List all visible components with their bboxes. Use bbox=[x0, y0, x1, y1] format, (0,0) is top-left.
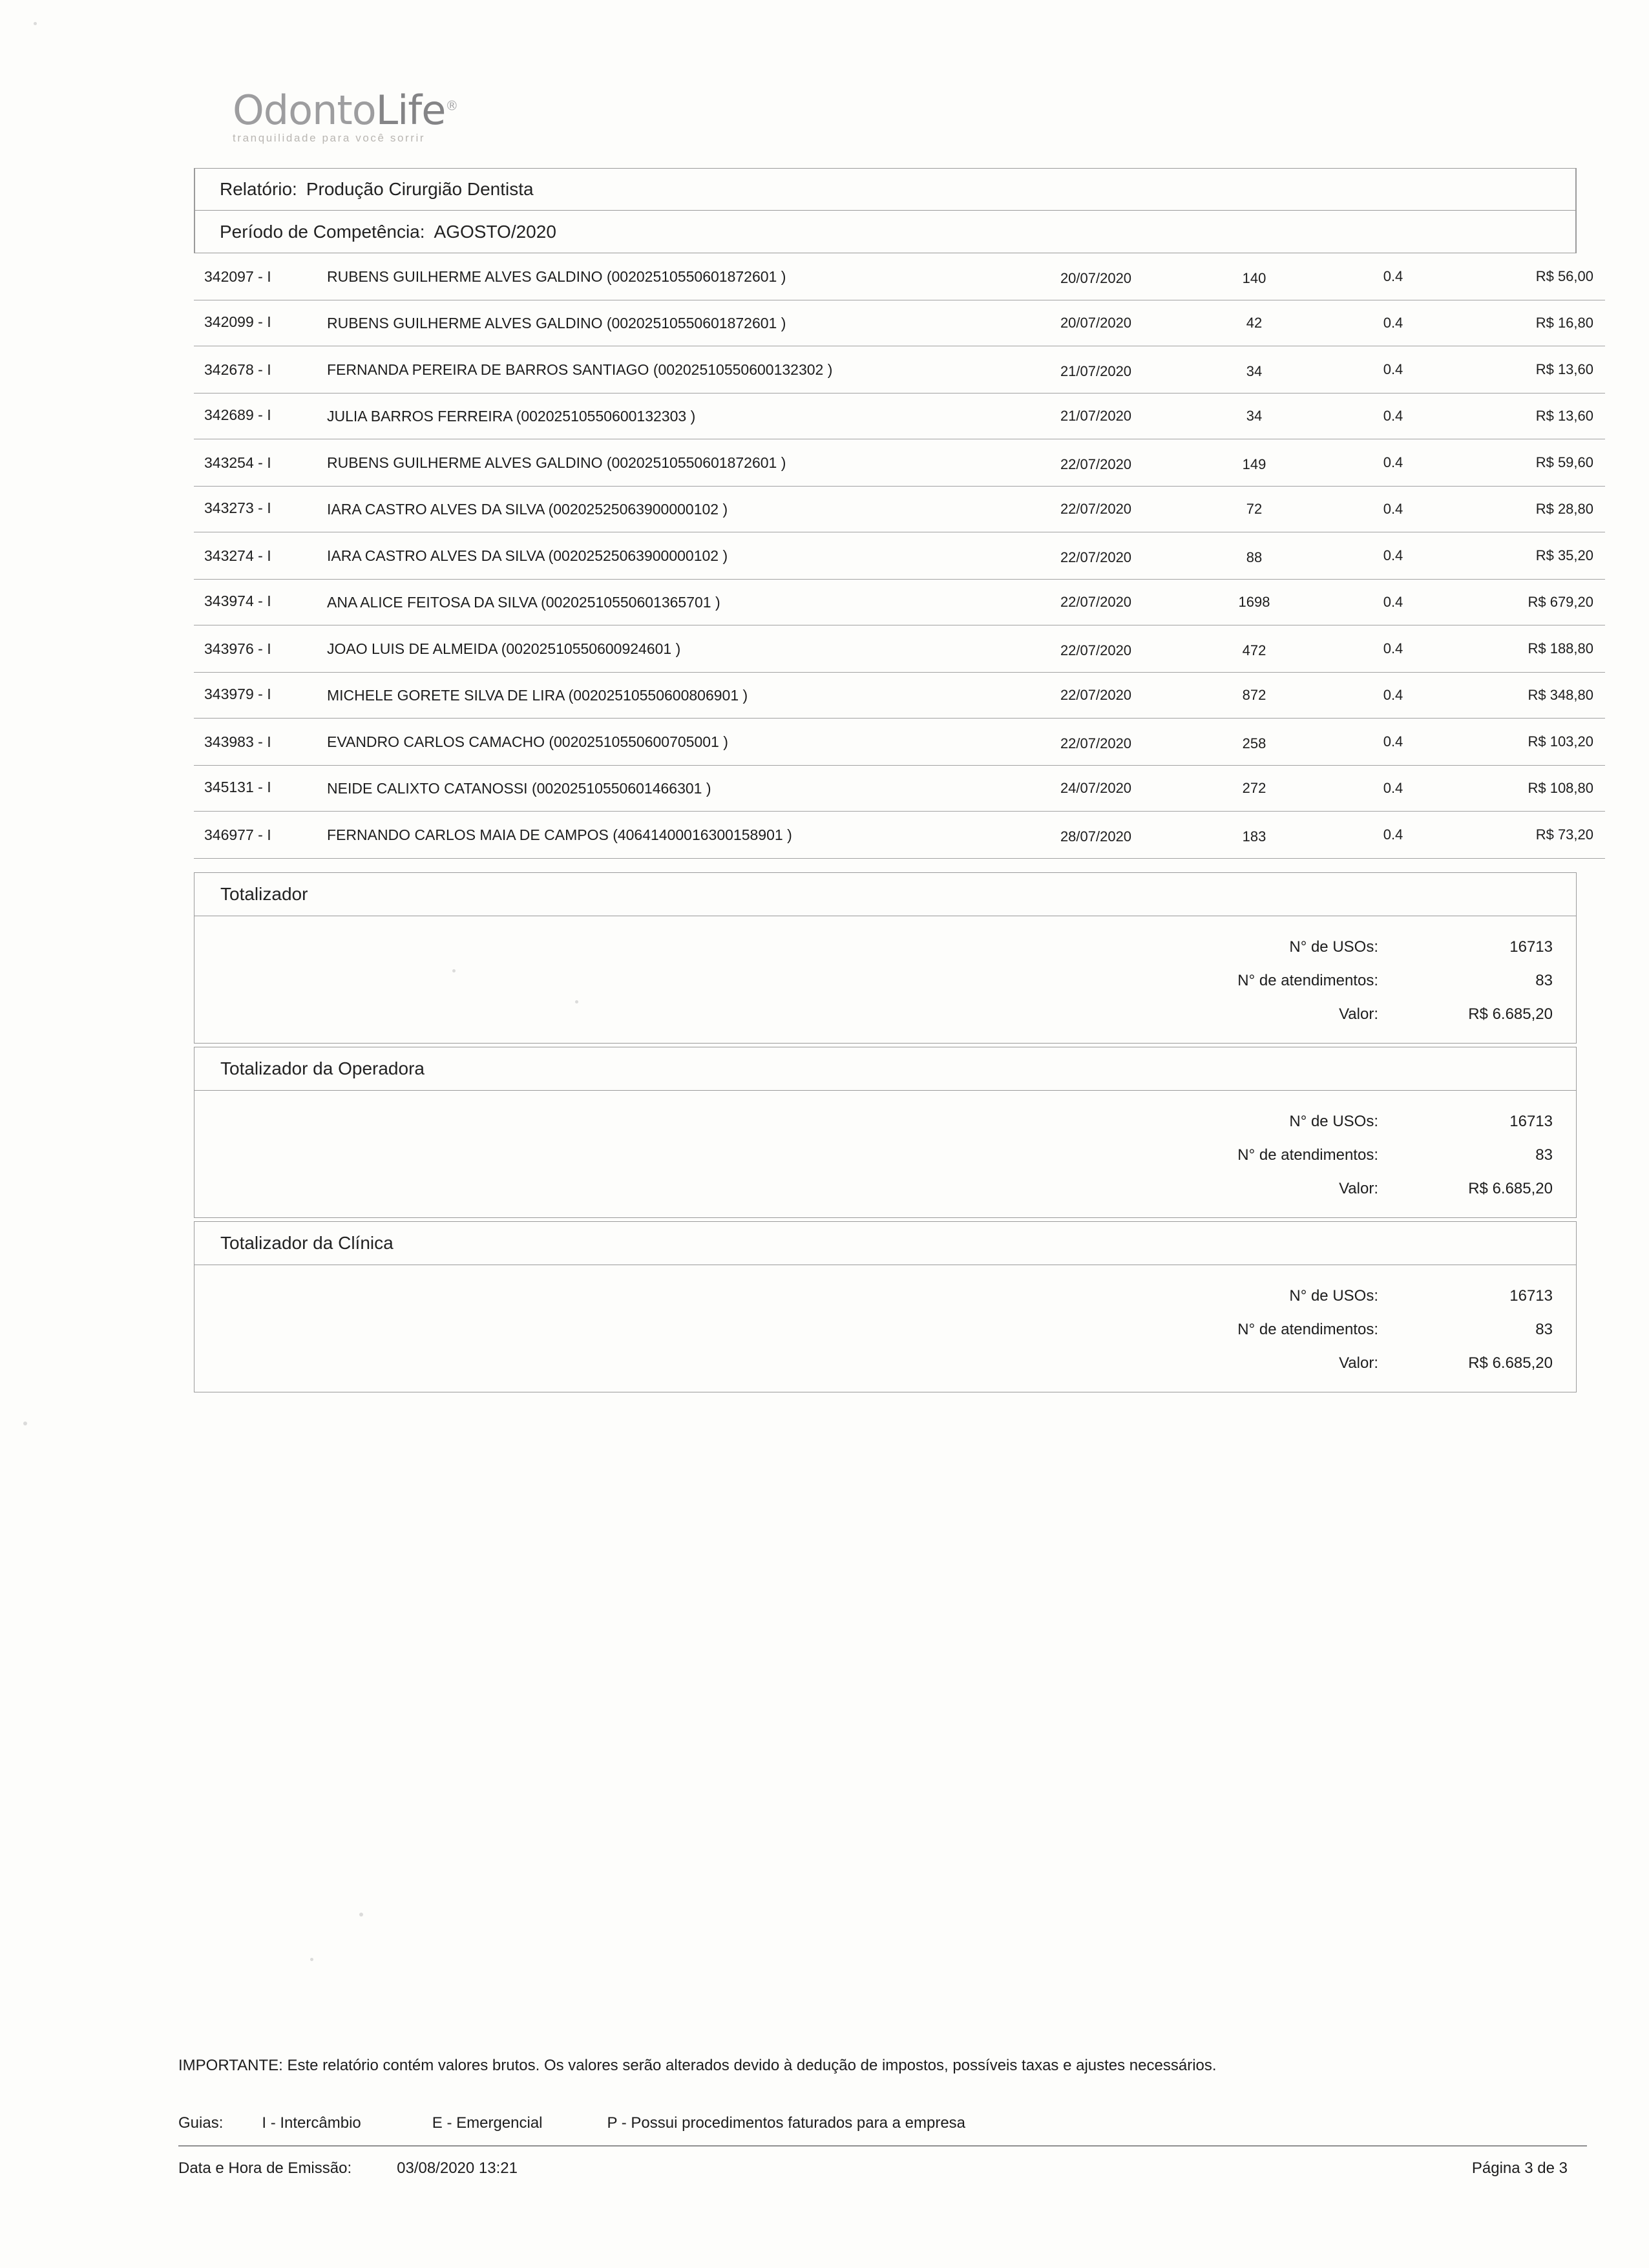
cell-guia: 343974 - I bbox=[194, 580, 320, 625]
cell-guia: 342678 - I bbox=[194, 346, 320, 394]
cell-nome: ANA ALICE FEITOSA DA SILVA (00202510550601365701 ) bbox=[320, 580, 1012, 625]
report-value: Produção Cirurgião Dentista bbox=[306, 179, 534, 199]
report-title-row bbox=[194, 168, 1577, 211]
cell-valor: R$ 103,20 bbox=[1458, 719, 1605, 766]
cell-usos: 149 bbox=[1180, 439, 1329, 487]
cell-usos: 1698 bbox=[1180, 580, 1329, 625]
report-label: Relatório: bbox=[220, 179, 297, 199]
totalizer-operadora-valor-value: R$ 6.685,20 bbox=[1468, 1180, 1553, 1197]
footer-note: IMPORTANTE: Este relatório contém valores brutos. Os valores serão alterados devido à dedução de impostos, possíveis taxas e ajustes necessários. bbox=[178, 2057, 1217, 2074]
cell-fator: 0.4 bbox=[1329, 487, 1458, 532]
cell-fator: 0.4 bbox=[1329, 300, 1458, 346]
brand-name-part1: Odonto bbox=[233, 87, 376, 134]
table-row bbox=[194, 766, 1605, 812]
cell-guia: 343979 - I bbox=[194, 673, 320, 719]
cell-nome: IARA CASTRO ALVES DA SILVA (00202525063900000102 ) bbox=[320, 487, 1012, 532]
totalizer-block-clinica bbox=[194, 1221, 1577, 1392]
table-row bbox=[194, 487, 1605, 532]
totalizer-clinica-atendimentos-value: 83 bbox=[1535, 1321, 1553, 1338]
totalizer-clinica-atendimentos-label: N° de atendimentos: bbox=[1237, 1321, 1378, 1338]
cell-valor: R$ 73,20 bbox=[1458, 812, 1605, 859]
cell-usos: 88 bbox=[1180, 532, 1329, 580]
footer-guias bbox=[178, 2114, 1587, 2132]
cell-fator: 0.4 bbox=[1329, 625, 1458, 673]
cell-data: 28/07/2020 bbox=[1012, 812, 1180, 859]
table-row bbox=[194, 394, 1605, 439]
emission-value: 03/08/2020 13:21 bbox=[397, 2159, 518, 2177]
totalizer-operadora-valor-label: Valor: bbox=[1339, 1180, 1378, 1197]
totalizer-line bbox=[194, 930, 1576, 964]
totalizer-line bbox=[194, 1313, 1576, 1347]
cell-fator: 0.4 bbox=[1329, 719, 1458, 766]
cell-nome: IARA CASTRO ALVES DA SILVA (00202525063900000102 ) bbox=[320, 532, 1012, 580]
production-table-body bbox=[194, 253, 1605, 859]
cell-guia: 342689 - I bbox=[194, 394, 320, 439]
table-row bbox=[194, 532, 1605, 580]
totalizer-body bbox=[194, 916, 1576, 1043]
totalizer-atendimentos-value: 83 bbox=[1535, 972, 1553, 989]
cell-guia: 342099 - I bbox=[194, 300, 320, 346]
scan-speck bbox=[452, 969, 456, 972]
cell-nome: RUBENS GUILHERME ALVES GALDINO (00202510550601872601 ) bbox=[320, 253, 1012, 300]
brand-name bbox=[233, 87, 646, 134]
scan-speck bbox=[359, 1913, 363, 1916]
cell-valor: R$ 35,20 bbox=[1458, 532, 1605, 580]
cell-usos: 34 bbox=[1180, 394, 1329, 439]
totalizer-valor-value: R$ 6.685,20 bbox=[1468, 1005, 1553, 1023]
footer-bottom bbox=[178, 2159, 1587, 2178]
cell-usos: 140 bbox=[1180, 253, 1329, 300]
totalizer-block-operadora bbox=[194, 1047, 1577, 1218]
cell-valor: R$ 56,00 bbox=[1458, 253, 1605, 300]
scan-speck bbox=[310, 1958, 313, 1961]
cell-data: 20/07/2020 bbox=[1012, 300, 1180, 346]
period-value: AGOSTO/2020 bbox=[434, 221, 556, 242]
cell-fator: 0.4 bbox=[1329, 673, 1458, 719]
cell-data: 22/07/2020 bbox=[1012, 673, 1180, 719]
totalizer-line bbox=[194, 1347, 1576, 1380]
period-title-row bbox=[194, 211, 1577, 253]
cell-data: 22/07/2020 bbox=[1012, 532, 1180, 580]
cell-valor: R$ 13,60 bbox=[1458, 394, 1605, 439]
cell-usos: 72 bbox=[1180, 487, 1329, 532]
cell-fator: 0.4 bbox=[1329, 346, 1458, 394]
cell-guia: 346977 - I bbox=[194, 812, 320, 859]
cell-data: 21/07/2020 bbox=[1012, 394, 1180, 439]
cell-nome: JOAO LUIS DE ALMEIDA (00202510550600924601 ) bbox=[320, 625, 1012, 673]
totalizer-operadora-atendimentos-label: N° de atendimentos: bbox=[1237, 1146, 1378, 1164]
cell-fator: 0.4 bbox=[1329, 439, 1458, 487]
scan-speck bbox=[575, 1000, 578, 1003]
cell-nome: RUBENS GUILHERME ALVES GALDINO (00202510550601872601 ) bbox=[320, 300, 1012, 346]
totalizer-block-general bbox=[194, 872, 1577, 1044]
cell-nome: RUBENS GUILHERME ALVES GALDINO (00202510550601872601 ) bbox=[320, 439, 1012, 487]
cell-valor: R$ 679,20 bbox=[1458, 580, 1605, 625]
cell-valor: R$ 28,80 bbox=[1458, 487, 1605, 532]
cell-fator: 0.4 bbox=[1329, 812, 1458, 859]
totalizer-usos-value: 16713 bbox=[1509, 938, 1553, 956]
totalizer-line bbox=[194, 1172, 1576, 1206]
cell-guia: 343254 - I bbox=[194, 439, 320, 487]
cell-usos: 34 bbox=[1180, 346, 1329, 394]
cell-fator: 0.4 bbox=[1329, 580, 1458, 625]
cell-usos: 272 bbox=[1180, 766, 1329, 812]
cell-usos: 258 bbox=[1180, 719, 1329, 766]
footer-guias-label: Guias: bbox=[178, 2114, 224, 2132]
totalizer-atendimentos-label: N° de atendimentos: bbox=[1237, 972, 1378, 989]
cell-usos: 183 bbox=[1180, 812, 1329, 859]
cell-valor: R$ 188,80 bbox=[1458, 625, 1605, 673]
brand-logo bbox=[233, 87, 646, 155]
cell-data: 22/07/2020 bbox=[1012, 625, 1180, 673]
totalizer-operadora-atendimentos-value: 83 bbox=[1535, 1146, 1553, 1164]
table-row bbox=[194, 253, 1605, 300]
cell-usos: 42 bbox=[1180, 300, 1329, 346]
cell-fator: 0.4 bbox=[1329, 532, 1458, 580]
scan-speck bbox=[23, 1422, 27, 1425]
totalizer-clinica-valor-label: Valor: bbox=[1339, 1354, 1378, 1372]
cell-nome: FERNANDA PEREIRA DE BARROS SANTIAGO (00202510550600132302 ) bbox=[320, 346, 1012, 394]
cell-guia: 345131 - I bbox=[194, 766, 320, 812]
cell-guia: 342097 - I bbox=[194, 253, 320, 300]
cell-data: 22/07/2020 bbox=[1012, 580, 1180, 625]
table-row bbox=[194, 719, 1605, 766]
totalizer-clinica-title: Totalizador da Clínica bbox=[194, 1222, 1576, 1265]
cell-valor: R$ 59,60 bbox=[1458, 439, 1605, 487]
cell-data: 24/07/2020 bbox=[1012, 766, 1180, 812]
cell-fator: 0.4 bbox=[1329, 394, 1458, 439]
totalizer-line bbox=[194, 998, 1576, 1031]
totalizer-operadora-body bbox=[194, 1091, 1576, 1217]
table-row bbox=[194, 300, 1605, 346]
cell-valor: R$ 108,80 bbox=[1458, 766, 1605, 812]
cell-usos: 472 bbox=[1180, 625, 1329, 673]
totalizer-valor-label: Valor: bbox=[1339, 1005, 1378, 1023]
totalizer-clinica-usos-label: N° de USOs: bbox=[1289, 1287, 1378, 1305]
table-row bbox=[194, 346, 1605, 394]
cell-valor: R$ 16,80 bbox=[1458, 300, 1605, 346]
cell-nome: NEIDE CALIXTO CATANOSSI (00202510550601466301 ) bbox=[320, 766, 1012, 812]
trademark-symbol: ® bbox=[445, 98, 458, 114]
brand-name-part2: Life bbox=[375, 87, 446, 134]
cell-valor: R$ 348,80 bbox=[1458, 673, 1605, 719]
page-number: Página 3 de 3 bbox=[1471, 2159, 1568, 2177]
emission-label: Data e Hora de Emissão: bbox=[178, 2159, 352, 2177]
production-table bbox=[194, 253, 1605, 859]
cell-data: 20/07/2020 bbox=[1012, 253, 1180, 300]
totalizer-operadora-title: Totalizador da Operadora bbox=[194, 1047, 1576, 1091]
cell-data: 21/07/2020 bbox=[1012, 346, 1180, 394]
totalizer-line bbox=[194, 964, 1576, 998]
table-row bbox=[194, 625, 1605, 673]
footer-guia-intercambio: I - Intercâmbio bbox=[262, 2114, 361, 2132]
table-row bbox=[194, 673, 1605, 719]
brand-tagline: tranquilidade para você sorrir bbox=[233, 132, 426, 144]
totalizer-operadora-usos-label: N° de USOs: bbox=[1289, 1113, 1378, 1130]
table-row bbox=[194, 580, 1605, 625]
table-row bbox=[194, 812, 1605, 859]
cell-guia: 343274 - I bbox=[194, 532, 320, 580]
cell-guia: 343976 - I bbox=[194, 625, 320, 673]
footer-divider bbox=[178, 2145, 1587, 2147]
totalizer-operadora-usos-value: 16713 bbox=[1509, 1113, 1553, 1130]
totalizer-title: Totalizador bbox=[194, 873, 1576, 916]
footer-guia-faturados: P - Possui procedimentos faturados para a empresa bbox=[607, 2114, 966, 2132]
totalizer-clinica-body bbox=[194, 1265, 1576, 1392]
cell-nome: JULIA BARROS FERREIRA (00202510550600132303 ) bbox=[320, 394, 1012, 439]
cell-fator: 0.4 bbox=[1329, 253, 1458, 300]
cell-data: 22/07/2020 bbox=[1012, 487, 1180, 532]
cell-data: 22/07/2020 bbox=[1012, 439, 1180, 487]
totalizer-line bbox=[194, 1279, 1576, 1313]
totalizer-usos-label: N° de USOs: bbox=[1289, 938, 1378, 956]
totalizer-line bbox=[194, 1105, 1576, 1139]
cell-nome: EVANDRO CARLOS CAMACHO (00202510550600705001 ) bbox=[320, 719, 1012, 766]
period-label: Período de Competência: bbox=[220, 221, 425, 242]
cell-usos: 872 bbox=[1180, 673, 1329, 719]
cell-guia: 343983 - I bbox=[194, 719, 320, 766]
cell-nome: FERNANDO CARLOS MAIA DE CAMPOS (40641400016300158901 ) bbox=[320, 812, 1012, 859]
cell-valor: R$ 13,60 bbox=[1458, 346, 1605, 394]
cell-fator: 0.4 bbox=[1329, 766, 1458, 812]
footer-guia-emergencial: E - Emergencial bbox=[432, 2114, 543, 2132]
cell-data: 22/07/2020 bbox=[1012, 719, 1180, 766]
totalizer-clinica-usos-value: 16713 bbox=[1509, 1287, 1553, 1305]
totalizer-clinica-valor-value: R$ 6.685,20 bbox=[1468, 1354, 1553, 1372]
table-row bbox=[194, 439, 1605, 487]
scan-speck bbox=[34, 22, 37, 25]
cell-nome: MICHELE GORETE SILVA DE LIRA (00202510550600806901 ) bbox=[320, 673, 1012, 719]
totalizer-line bbox=[194, 1139, 1576, 1172]
cell-guia: 343273 - I bbox=[194, 487, 320, 532]
